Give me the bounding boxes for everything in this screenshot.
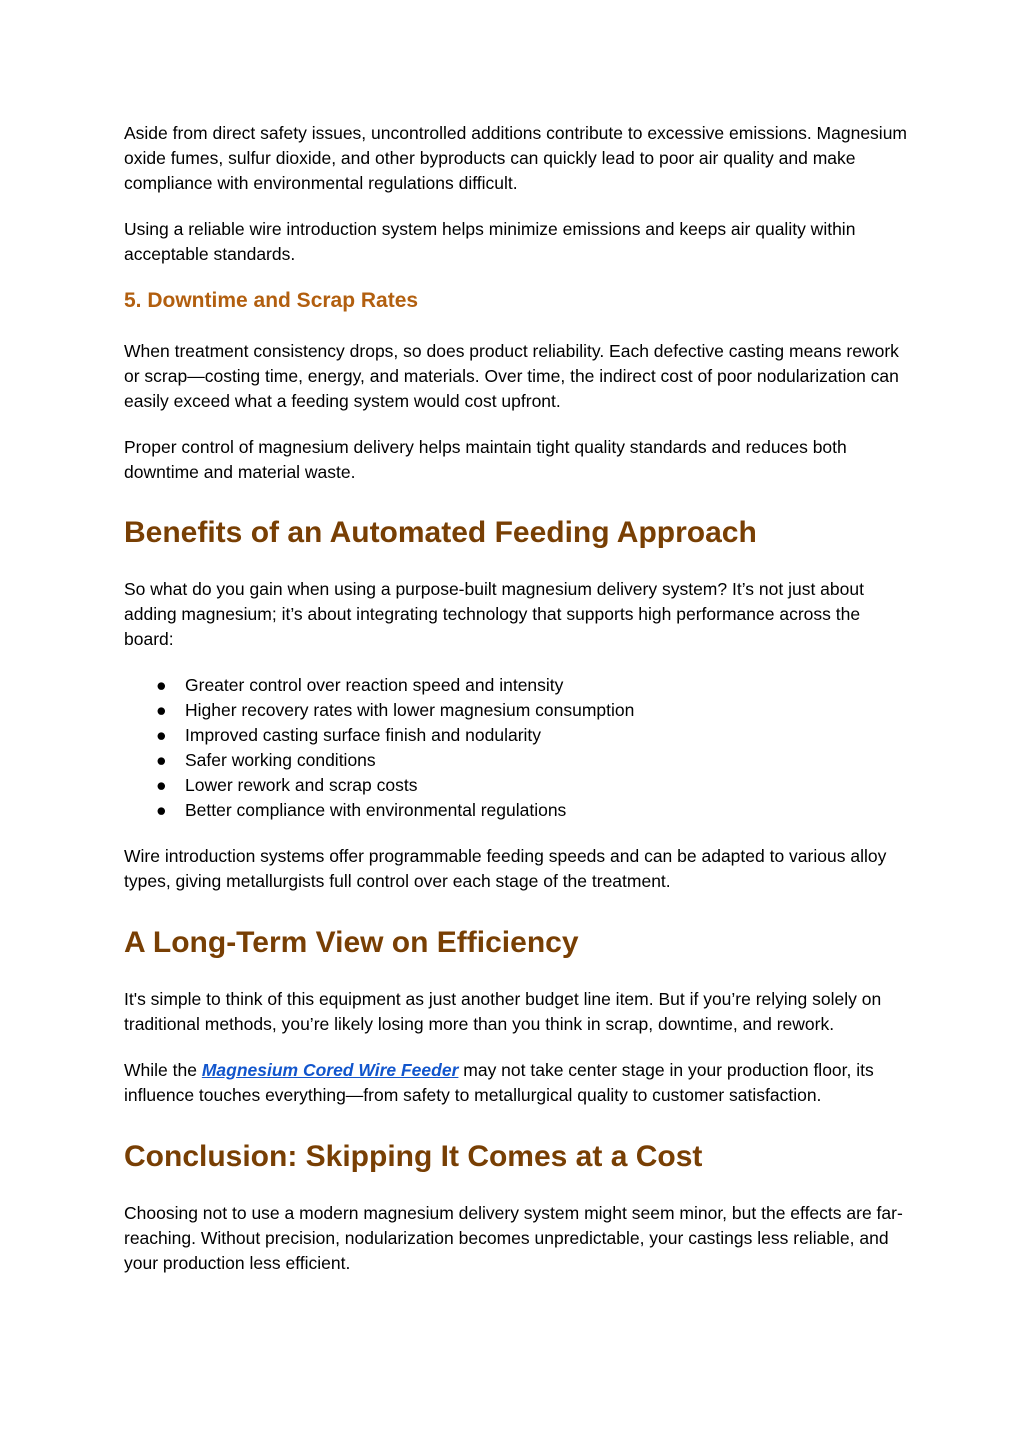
bullet-icon: ●	[156, 750, 167, 770]
paragraph-air-quality: Using a reliable wire introduction system helps minimize emissions and keeps air quality within acceptable standards.	[124, 219, 856, 264]
bullet-icon: ●	[156, 800, 167, 820]
list-item	[156, 673, 914, 698]
benefits-list	[124, 673, 914, 823]
paragraph-treatment-consistency: When treatment consistency drops, so does product reliability. Each defective casting means rework or scrap—costing time, energy, and materials. Over time, the indirect cost of poor nodularization can easily exceed what a feeding system would cost upfront.	[124, 341, 899, 411]
list-item	[156, 698, 914, 723]
list-item-text: Higher recovery rates with lower magnesium consumption	[185, 700, 635, 720]
paragraph-emissions: Aside from direct safety issues, uncontrolled additions contribute to excessive emissions. Magnesium oxide fumes, sulfur dioxide, and other byproducts can quickly lead to poor air quality and make compliance with environmental regulations difficult.	[124, 123, 908, 193]
text-after-link: may not take center stage in your production floor, its influence touches everything—from safety to metallurgical quality to customer satisfaction.	[124, 1060, 874, 1105]
magnesium-cored-wire-feeder-link[interactable]: Magnesium Cored Wire Feeder	[201, 1060, 459, 1080]
bullet-icon: ●	[156, 775, 167, 795]
list-item-text: Better compliance with environmental regulations	[185, 800, 567, 820]
subheading-downtime-scrap: 5. Downtime and Scrap Rates	[124, 289, 419, 312]
paragraph-what-you-gain: So what do you gain when using a purpose-built magnesium delivery system? It’s not just about adding magnesium; it’s about integrating technology that supports high performance across the board:	[124, 579, 864, 649]
paragraph-budget-line: It's simple to think of this equipment as just another budget line item. But if you’re relying solely on traditional methods, you’re likely losing more than you think in scrap, downtime, and rework.	[124, 989, 882, 1034]
document-page	[124, 121, 914, 1297]
text-before-link: While the	[124, 1060, 202, 1080]
heading-conclusion: Conclusion: Skipping It Comes at a Cost	[124, 1140, 703, 1173]
list-item	[156, 773, 914, 798]
list-item-text: Lower rework and scrap costs	[185, 775, 418, 795]
bullet-icon: ●	[156, 700, 167, 720]
list-item-text: Greater control over reaction speed and intensity	[185, 675, 564, 695]
heading-benefits: Benefits of an Automated Feeding Approach	[124, 516, 757, 549]
heading-long-term: A Long-Term View on Efficiency	[124, 926, 579, 959]
paragraph-wire-systems: Wire introduction systems offer programmable feeding speeds and can be adapted to various alloy types, giving metallurgists full control over each stage of the treatment.	[124, 846, 887, 891]
list-item-text: Improved casting surface finish and nodularity	[185, 725, 542, 745]
paragraph-proper-control: Proper control of magnesium delivery helps maintain tight quality standards and reduces both downtime and material waste.	[124, 437, 847, 482]
bullet-icon: ●	[156, 725, 167, 745]
list-item	[156, 748, 914, 773]
list-item-text: Safer working conditions	[185, 750, 376, 770]
paragraph-feeder-influence	[124, 1058, 914, 1108]
list-item	[156, 723, 914, 748]
bullet-icon: ●	[156, 675, 167, 695]
paragraph-conclusion: Choosing not to use a modern magnesium delivery system might seem minor, but the effects are far-reaching. Without precision, nodularization becomes unpredictable, your castings less reliable, and your production less efficient.	[124, 1203, 903, 1273]
list-item	[156, 798, 914, 823]
